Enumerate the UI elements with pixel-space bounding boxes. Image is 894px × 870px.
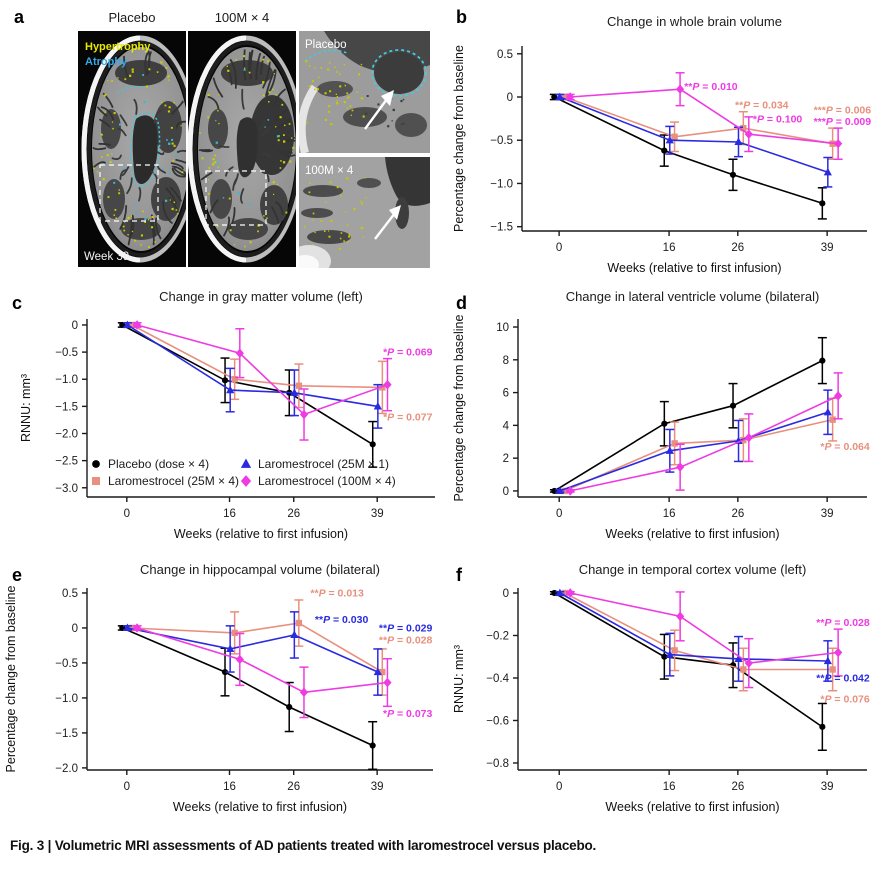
x-tick-label: 0 — [556, 508, 563, 520]
mri-inset-100m — [299, 157, 430, 268]
x-tick-label: 26 — [731, 781, 745, 793]
panel-label-f: f — [456, 565, 462, 585]
p-value-annotation: **P = 0.013 — [310, 587, 364, 600]
y-tick-label: −1.0 — [490, 178, 513, 191]
y-tick-label: −1.5 — [490, 221, 513, 234]
panel-label-b: b — [456, 7, 467, 27]
y-axis-label: Percentage change from baseline — [4, 585, 18, 773]
y-axis-label: Percentage change from baseline — [452, 314, 466, 502]
series-laro25m4 — [560, 94, 837, 159]
y-axis-label: RNNU: mm³ — [452, 644, 466, 714]
p-value-annotation: **P = 0.030 — [314, 614, 369, 627]
x-axis-label: Weeks (relative to first infusion) — [607, 261, 782, 275]
x-tick-label: 0 — [555, 242, 563, 254]
p-value-annotation: *P = 0.100 — [752, 113, 803, 126]
legend-label: Placebo (dose × 4) — [108, 457, 210, 471]
x-tick-label: 0 — [123, 508, 131, 520]
y-tick-label: 0 — [71, 622, 78, 635]
x-tick-label: 16 — [223, 508, 236, 520]
p-value-annotation: ***P = 0.006 — [813, 104, 872, 117]
legend-label: Laromestrocel (100M × 4) — [258, 474, 396, 488]
panel-label-d: d — [456, 293, 467, 313]
chart-title: Change in hippocampal volume (bilateral) — [140, 562, 380, 577]
y-axis-label: Percentage change from baseline — [452, 45, 466, 232]
series-laro100m4 — [133, 320, 392, 440]
p-value-annotation: **P = 0.028 — [816, 617, 870, 630]
week-label: Week 39 — [84, 251, 130, 263]
axes — [513, 319, 867, 502]
chart-temporal-cortex-volume — [450, 560, 894, 832]
axes — [513, 588, 867, 775]
mri-image-placebo — [78, 31, 186, 267]
series-laro25m1 — [555, 93, 832, 187]
y-tick-label: −1.0 — [55, 374, 78, 387]
inset-top-label: Placebo — [305, 39, 347, 51]
inset-bottom-label: 100M × 4 — [305, 165, 354, 177]
y-tick-label: 4 — [502, 420, 509, 433]
series-laro25m1 — [123, 321, 382, 429]
series-laro100m4 — [566, 373, 843, 496]
legend-label: Laromestrocel (25M × 4) — [108, 474, 240, 488]
x-tick-label: 26 — [287, 508, 301, 520]
y-tick-label: −2.5 — [55, 455, 78, 468]
y-tick-label: −0.6 — [486, 715, 509, 728]
y-tick-label: −1.5 — [55, 401, 78, 414]
chart-title: Change in whole brain volume — [607, 14, 782, 29]
mri-left-title: Placebo — [108, 10, 156, 25]
x-tick-label: 39 — [370, 781, 384, 793]
chart-whole-brain-volume — [450, 0, 894, 285]
p-value-annotation: *P = 0.069 — [383, 346, 433, 359]
series-laro25m1 — [555, 589, 832, 682]
y-tick-label: 0 — [71, 319, 78, 332]
y-tick-label: −0.2 — [486, 630, 509, 643]
y-tick-label: 0 — [502, 485, 509, 498]
mri-right-title: 100M × 4 — [214, 10, 270, 25]
chart-svg-f — [450, 560, 894, 832]
y-tick-label: −0.5 — [55, 657, 78, 670]
legend-label: Laromestrocel (25M × 1) — [258, 457, 390, 471]
mri-image-100m — [188, 31, 296, 267]
p-value-annotation: **P = 0.042 — [816, 672, 870, 685]
chart-svg-e — [0, 560, 450, 832]
y-tick-label: −3.0 — [55, 482, 78, 495]
p-value-annotation: **P = 0.029 — [378, 622, 433, 635]
chart-svg-b — [450, 0, 894, 285]
x-axis-label: Weeks (relative to first infusion) — [173, 527, 349, 541]
p-value-annotation: *P = 0.076 — [820, 693, 870, 706]
y-tick-label: −2.0 — [55, 762, 78, 775]
y-tick-label: −0.4 — [486, 672, 509, 685]
x-tick-label: 16 — [662, 508, 676, 520]
y-tick-label: −1.0 — [55, 692, 78, 705]
chart-title: Change in lateral ventricle volume (bilateral) — [565, 289, 820, 304]
axes — [82, 588, 433, 775]
y-tick-label: 2 — [502, 453, 509, 466]
mri-inset-placebo — [299, 31, 430, 153]
p-value-annotation: **P = 0.010 — [684, 81, 738, 94]
series-laro25m4 — [127, 322, 386, 414]
x-tick-label: 26 — [731, 508, 745, 520]
chart-svg-d — [450, 285, 894, 563]
panel-label-e: e — [12, 565, 23, 585]
y-tick-label: −2.0 — [55, 428, 78, 441]
chart-lateral-ventricle-volume — [450, 285, 894, 563]
x-axis-label: Weeks (relative to first infusion) — [605, 527, 780, 541]
y-axis-label: RNNU: mm³ — [19, 373, 33, 443]
y-tick-label: −0.5 — [55, 347, 78, 360]
p-value-annotation: **P = 0.034 — [735, 99, 789, 112]
y-tick-label: 0.5 — [62, 587, 78, 600]
y-tick-label: 0.5 — [497, 48, 513, 61]
x-axis-label: Weeks (relative to first infusion) — [605, 800, 780, 814]
series-placebo — [550, 338, 827, 494]
y-tick-label: −1.5 — [55, 727, 78, 740]
y-tick-label: −0.8 — [486, 757, 509, 770]
chart-title: Change in temporal cortex volume (left) — [578, 562, 807, 577]
p-value-annotation: *P = 0.077 — [383, 411, 433, 424]
y-tick-label: −0.5 — [490, 135, 513, 148]
chart-svg-c — [0, 285, 450, 563]
x-tick-label: 39 — [820, 508, 834, 520]
chart-hippocampal-volume — [0, 560, 450, 832]
y-tick-label: 6 — [502, 387, 509, 400]
x-tick-label: 16 — [223, 781, 236, 793]
x-tick-label: 0 — [123, 781, 131, 793]
x-tick-label: 39 — [820, 242, 834, 254]
p-value-annotation: *P = 0.073 — [382, 707, 433, 720]
atrophy-legend-label: Atrophy — [85, 56, 128, 68]
chart-title: Change in gray matter volume (left) — [159, 289, 363, 304]
x-tick-label: 39 — [370, 508, 384, 520]
x-tick-label: 16 — [662, 242, 676, 254]
panel-label-c: c — [12, 293, 23, 313]
x-tick-label: 26 — [731, 242, 745, 254]
y-tick-label: 0 — [506, 92, 513, 105]
y-tick-label: 0 — [502, 587, 509, 600]
chart-legend — [92, 457, 396, 488]
y-tick-label: 10 — [496, 322, 509, 335]
p-value-annotation: **P = 0.028 — [378, 634, 433, 647]
x-axis-label: Weeks (relative to first infusion) — [172, 800, 348, 814]
p-value-annotation: ***P = 0.009 — [813, 116, 872, 129]
x-tick-label: 16 — [662, 781, 676, 793]
hypertrophy-legend-label: Hypertrophy — [85, 41, 151, 53]
panel-label-a: a — [14, 7, 25, 27]
series-laro25m4 — [560, 590, 837, 691]
y-tick-label: 8 — [502, 354, 509, 367]
figure-caption: Fig. 3 | Volumetric MRI assessments of AD patients treated with laromestrocel versus placebo. — [10, 838, 597, 853]
p-value-annotation: *P = 0.064 — [820, 441, 870, 454]
x-tick-label: 0 — [556, 781, 563, 793]
x-tick-label: 39 — [820, 781, 834, 793]
x-tick-label: 26 — [287, 781, 301, 793]
chart-gray-matter-volume — [0, 285, 450, 563]
series-laro100m4 — [566, 588, 843, 687]
